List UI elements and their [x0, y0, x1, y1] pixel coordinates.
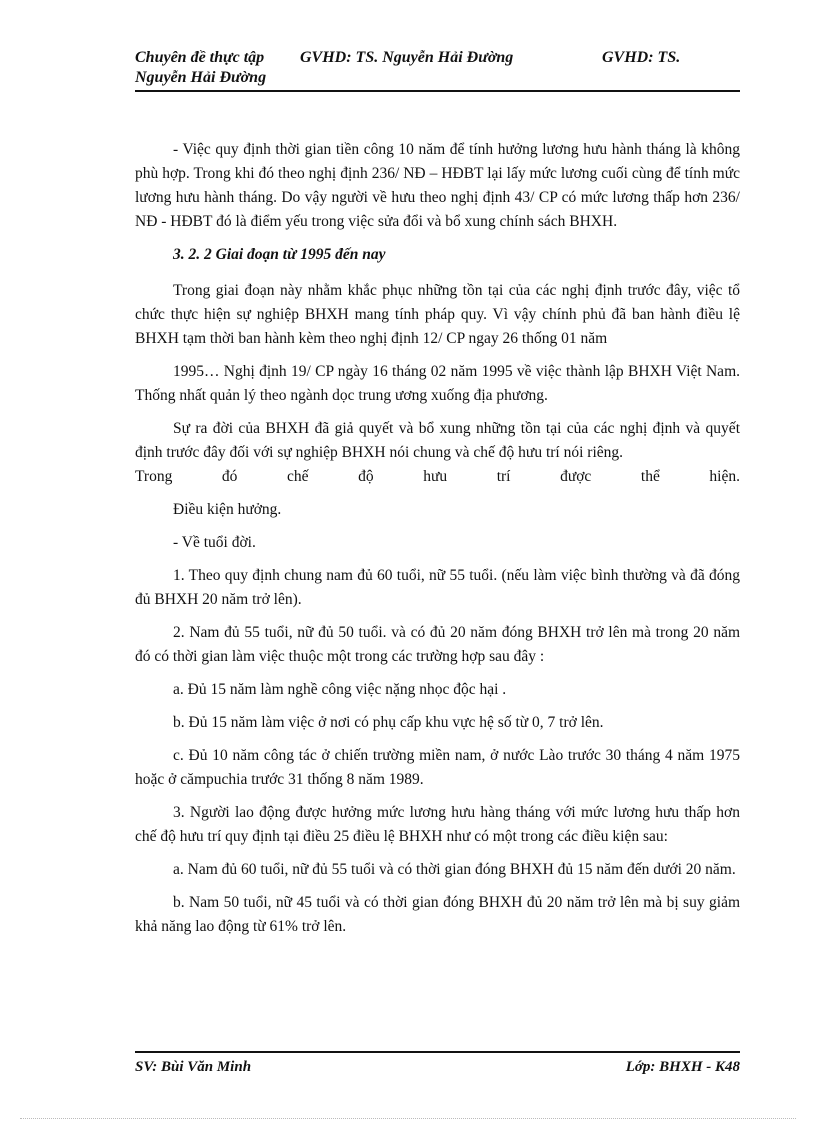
page-edge — [20, 1118, 796, 1119]
paragraph: - Về tuổi đời. — [173, 534, 256, 551]
footer-student: SV: Bùi Văn Minh — [135, 1059, 252, 1075]
footer-class: Lớp: BHXH - K48 — [625, 1059, 740, 1075]
list-item: 3. Người lao động được hưởng mức lương hưu hàng tháng với mức lương hưu thấp hơn chế độ hưu trí quy định tại điều 25 điều lệ BHXH như có một trong các điều kiện sau: — [135, 804, 740, 845]
paragraph-justified-line: Trong đó chế độ hưu trí được thể hiện. — [135, 468, 740, 485]
paragraph: 1995… Nghị định 19/ CP ngày 16 tháng 02 năm 1995 về việc thành lập BHXH Việt Nam. Thống nhất quản lý theo ngành dọc trung ương xuống địa phương. — [135, 363, 740, 404]
list-item: c. Đủ 10 năm công tác ở chiến trường miền nam, ở nước Lào trước 30 tháng 4 năm 1975 hoặc ở cămpuchia trước 31 thống 8 năm 1989. — [135, 747, 740, 788]
header-divider — [135, 90, 740, 92]
list-item: a. Đủ 15 năm làm nghề công việc nặng nhọc độc hại . — [173, 681, 507, 698]
header-advisor-name-wrap: Nguyễn Hải Đường — [135, 69, 267, 86]
header-advisor: GVHD: TS. Nguyễn Hải Đường — [300, 49, 514, 66]
footer-divider — [135, 1051, 740, 1053]
list-item: a. Nam đủ 60 tuổi, nữ đủ 55 tuổi và có thời gian đóng BHXH đủ 15 năm đến dưới 20 năm. — [173, 861, 736, 878]
paragraph: - Việc quy định thời gian tiền công 10 năm để tính hưởng lương hưu hành tháng là không phù hợp. Trong khi đó theo nghị định 236/ NĐ – HĐBT lại lấy mức lương cuối cùng để tính mức lương hưu hành tháng. Do vậy người về hưu theo nghị định 43/ CP có mức lương thấp hơn 236/ NĐ - HĐBT đó là điểm yếu trong việc sửa đổi và bổ xung chính sách BHXH. — [135, 141, 740, 230]
document-body — [135, 138, 740, 948]
list-item: b. Nam 50 tuổi, nữ 45 tuổi và có thời gian đóng BHXH đủ 20 năm trở lên mà bị suy giảm khả năng lao động từ 61% trở lên. — [135, 894, 740, 935]
list-item: b. Đủ 15 năm làm việc ở nơi có phụ cấp khu vực hệ số từ 0, 7 trở lên. — [173, 714, 604, 731]
header-topic: Chuyên đề thực tập — [135, 49, 265, 66]
header-advisor-repeat: GVHD: TS. — [602, 49, 681, 66]
section-heading: 3. 2. 2 Giai đoạn từ 1995 đến nay — [173, 246, 386, 263]
paragraph: Trong giai đoạn này nhằm khắc phục những tồn tại của các nghị định trước đây, việc tổ chức thực hiện sự nghiệp BHXH mang tính pháp quy. Vì vậy chính phủ đã ban hành điều lệ BHXH tạm thời ban hành kèm theo nghị định 12/ CP ngay 26 thống 01 năm — [135, 282, 740, 347]
paragraph: Sự ra đời của BHXH đã giả quyết và bổ xung những tồn tại của các nghị định và quyết định trước đây đối với sự nghiệp BHXH nói chung và chế độ hưu trí nói riêng. — [135, 420, 740, 461]
list-item: 2. Nam đủ 55 tuổi, nữ đủ 50 tuổi. và có đủ 20 năm đóng BHXH trở lên mà trong 20 năm đó có thời gian làm việc thuộc một trong các trường hợp sau đây : — [135, 624, 740, 665]
list-item: 1. Theo quy định chung nam đủ 60 tuổi, nữ 55 tuổi. (nếu làm việc bình thường và đã đóng đủ BHXH 20 năm trở lên). — [135, 567, 740, 608]
paragraph: Điều kiện hưởng. — [173, 501, 282, 518]
